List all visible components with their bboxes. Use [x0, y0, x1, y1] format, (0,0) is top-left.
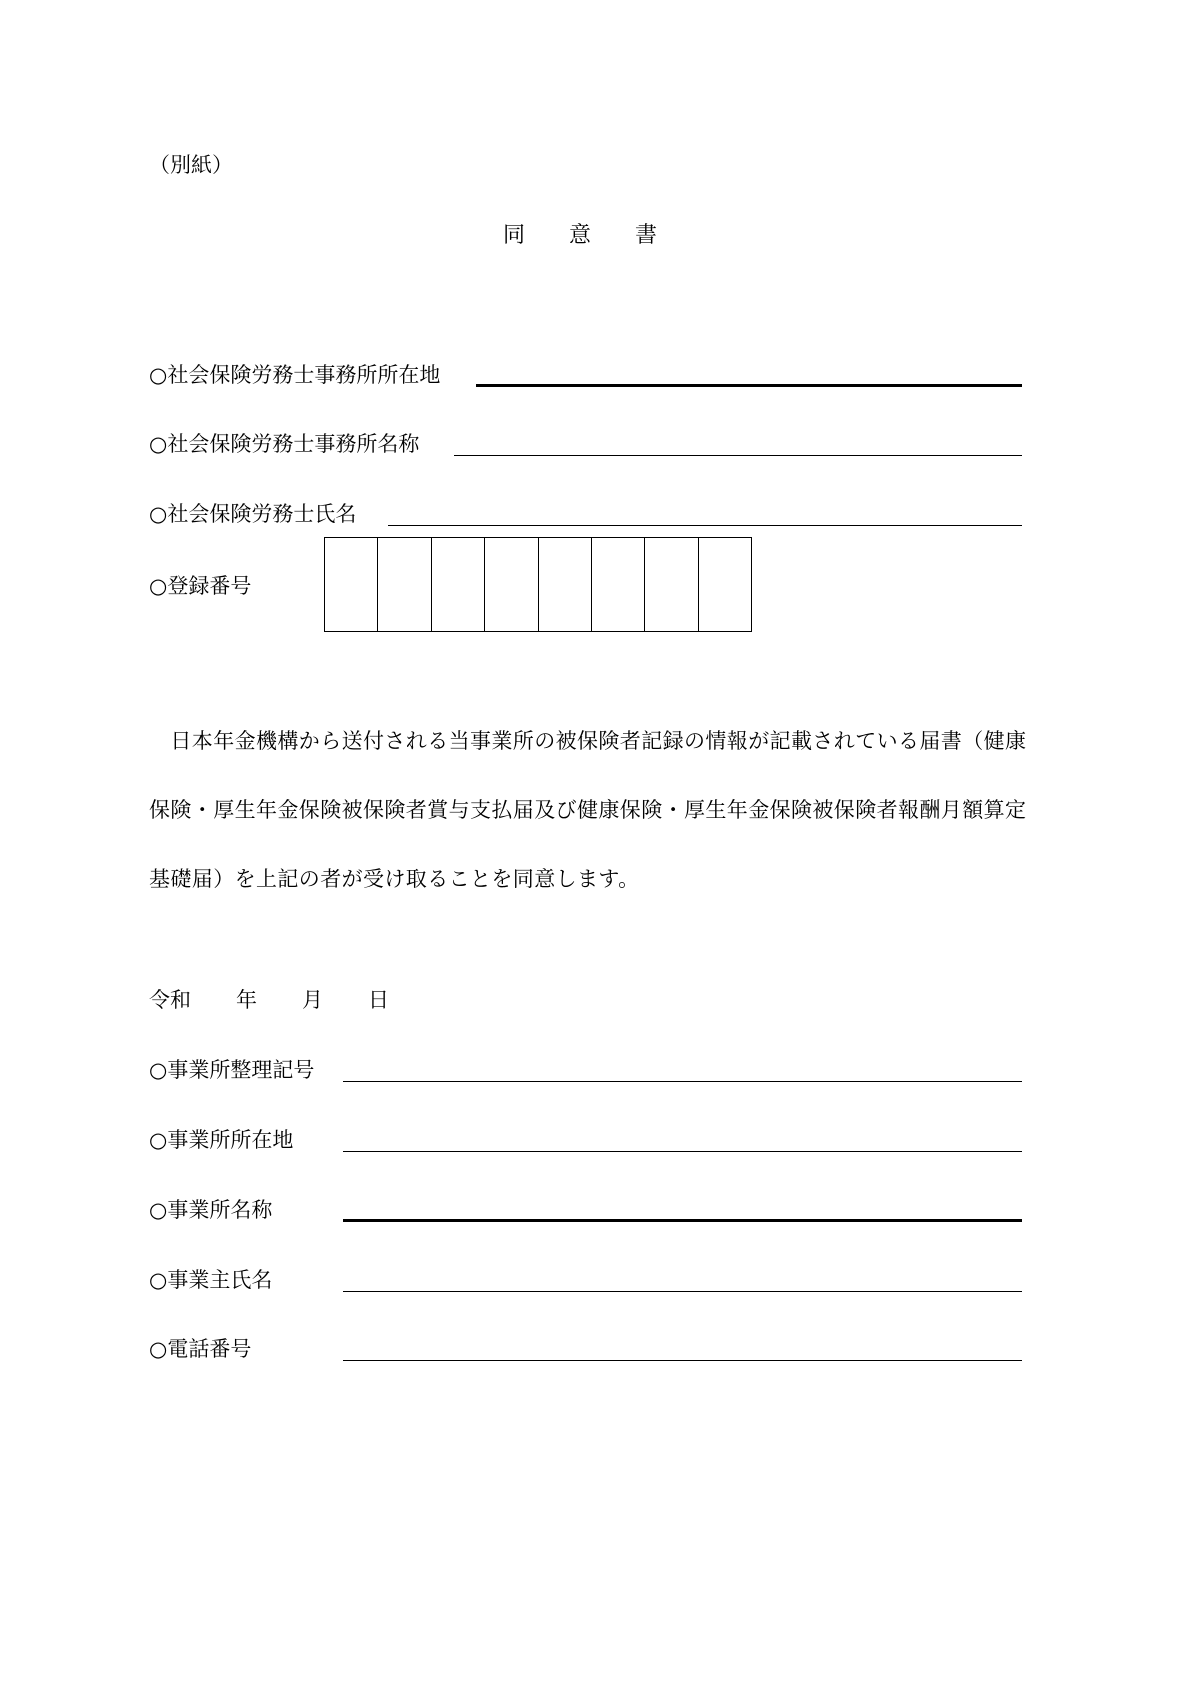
office-address-field[interactable]	[343, 1151, 1022, 1152]
page-title: 同 意 書	[503, 223, 658, 248]
office-name-label: ○事業所名称	[149, 1198, 273, 1222]
registration-digit-box[interactable]	[645, 538, 698, 631]
agent-address-field[interactable]	[476, 384, 1022, 387]
office-name-field[interactable]	[343, 1219, 1022, 1222]
employer-name-label: ○事業主氏名	[149, 1268, 273, 1292]
office-address-label: ○事業所所在地	[149, 1128, 294, 1152]
agent-address-label: ○社会保険労務士事務所所在地	[149, 363, 441, 387]
registration-digit-box[interactable]	[378, 538, 431, 631]
phone-number-field[interactable]	[343, 1360, 1022, 1361]
registration-digit-box[interactable]	[485, 538, 538, 631]
office-code-label: ○事業所整理記号	[149, 1058, 315, 1082]
date-month[interactable]: 月	[302, 988, 323, 1012]
phone-number-label: ○電話番号	[149, 1337, 252, 1361]
office-code-field[interactable]	[343, 1081, 1022, 1082]
agent-name-field[interactable]	[388, 525, 1022, 526]
agent-office-name-label: ○社会保険労務士事務所名称	[149, 432, 420, 456]
agent-office-name-field[interactable]	[454, 455, 1022, 456]
registration-digit-box[interactable]	[432, 538, 485, 631]
registration-number-label: ○登録番号	[149, 574, 252, 598]
date-day[interactable]: 日	[368, 988, 389, 1012]
registration-digit-box[interactable]	[592, 538, 645, 631]
registration-digit-box[interactable]	[539, 538, 592, 631]
employer-name-field[interactable]	[343, 1291, 1022, 1292]
registration-number-boxes	[324, 537, 752, 632]
attachment-label: （別紙）	[149, 153, 233, 177]
date-era: 令和	[149, 988, 191, 1012]
agent-name-label: ○社会保険労務士氏名	[149, 502, 357, 526]
registration-digit-box[interactable]	[699, 538, 751, 631]
consent-line: 保険・厚生年金保険被保険者賞与支払届及び健康保険・厚生年金保険被保険者報酬月額算定	[149, 798, 1027, 822]
consent-line: 日本年金機構から送付される当事業所の被保険者記録の情報が記載されている届書（健康	[149, 729, 1027, 753]
consent-line: 基礎届）を上記の者が受け取ることを同意します。	[149, 867, 640, 891]
date-year[interactable]: 年	[236, 988, 257, 1012]
registration-digit-box[interactable]	[325, 538, 378, 631]
